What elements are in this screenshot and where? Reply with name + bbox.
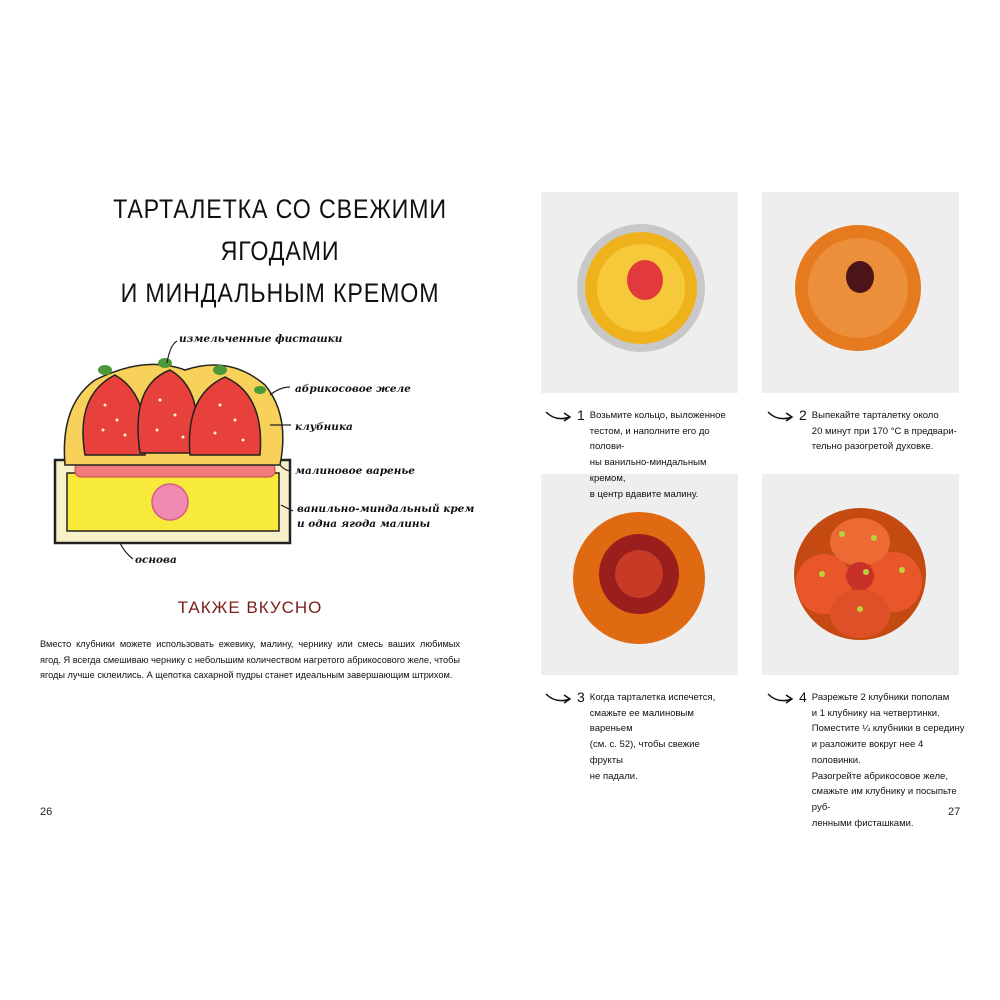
photo-jam-glazed-tart [541,474,738,675]
step-2-text: Выпекайте тарталетку около 20 минут при 170 °C в предвари- тельно разогретой духовке. [811,410,957,453]
photo-finished-tart [762,474,959,675]
step-2-number: 2 [799,407,807,423]
step-arrow-icon [544,690,574,706]
recipe-title [99,188,460,314]
step-2 [766,408,961,455]
also-tasty-heading: ТАКЖЕ ВКУСНО [177,598,323,617]
step-1 [544,408,734,502]
step-photo-2 [762,192,959,393]
label-apricot-jelly: абрикосовое желе [295,383,411,395]
step-arrow-icon [544,408,574,424]
step-4-number: 4 [799,689,807,705]
label-strawberry: клубника [295,421,353,433]
photo-baked-tart [762,192,959,393]
step-3-number: 3 [577,689,585,705]
tart-illustration [45,325,465,575]
step-3-text: Когда тарталетка испечется, смажьте ее малиновым вареньем (см. с. 52), чтобы свежие фрукты не падали. [589,692,716,782]
label-raspberry-jam: малиновое варенье [295,465,415,477]
step-4-text: Разрежьте 2 клубники пополам и 1 клубнику на четвертинки. Поместите ¼ клубники в середину и разложите вокруг нее 4 половинки. Разогрейте абрикосовое желе, смажьте им клубнику и посыпьте руб- ленными фисташками. [811,692,965,829]
label-almond-cream-1: ванильно-миндальный крем [297,503,475,515]
tart-diagram [45,325,475,575]
photo-ring-with-cream [541,192,738,393]
recipe-title-line2: И МИНДАЛЬНЫМ КРЕМОМ [120,278,440,308]
step-photo-1 [541,192,738,393]
step-1-text: Возьмите кольцо, выложенное тестом, и наполните его до полови- ны ванильно-миндальным кремом, в центр вдавите малину. [589,410,726,500]
page-number-right: 27 [948,806,961,818]
recipe-title-line1: ТАРТАЛЕТКА СО СВЕЖИМИ ЯГОДАМИ [113,194,447,266]
step-3 [544,690,734,784]
step-photo-3 [541,474,738,675]
step-1-number: 1 [577,407,585,423]
label-base: основа [135,554,177,566]
label-pistachios: измельченные фисташки [179,333,343,345]
label-almond-cream-2: и одна ягода малины [297,518,431,530]
step-arrow-icon [766,690,796,706]
step-photo-4 [762,474,959,675]
step-arrow-icon [766,408,796,424]
tip-paragraph: Вместо клубники можете использовать ежевику, малину, чернику или смесь ваших любимых ягод. Я всегда смешиваю чернику с небольшим количеством нагретого абрикосового желе, чтобы ягоды лучше склеились. А щепотка сахарной пудры станет идеальным завершающим штрихом. [40,639,460,680]
step-4 [766,690,966,831]
page-number-left: 26 [40,806,53,818]
